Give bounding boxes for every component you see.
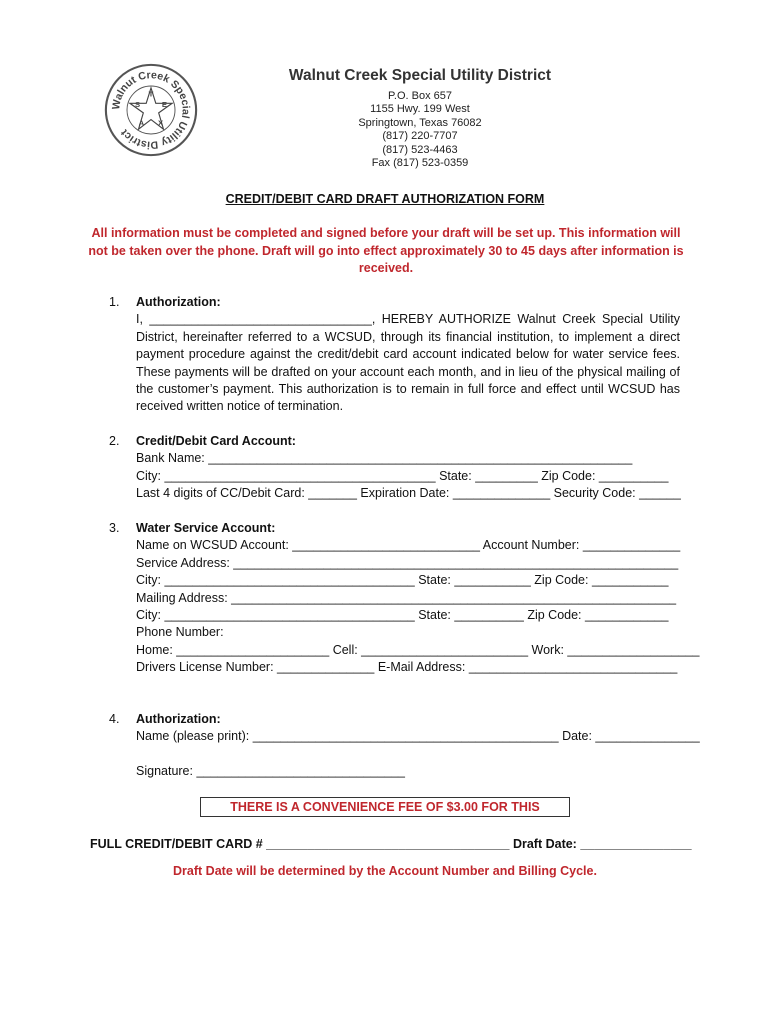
section-title: Authorization: [136,712,221,726]
organization-name: Walnut Creek Special Utility District [288,67,552,84]
section-card-account [109,433,681,503]
svg-text:A: A [138,118,145,128]
address-city: Springtown, Texas 76082 [358,116,482,129]
section-title: Credit/Debit Card Account: [136,434,296,448]
card-details-field[interactable]: Last 4 digits of CC/Debit Card: _______ Expiration Date: ______________ Security Code: ______ [136,486,681,501]
section-number: 1. [109,295,120,309]
phone-2: (817) 523-4463 [382,143,458,156]
print-name-date-field[interactable]: Name (please print): ____________________________________________ Date: _______________ [136,729,700,744]
fax: Fax (817) 523-0359 [371,156,469,169]
draft-date-note: Draft Date will be determined by the Account Number and Billing Cycle. [173,864,597,878]
section-authorization-1 [109,294,680,416]
address-po-box: P.O. Box 657 [387,90,452,102]
service-city-state-zip-field[interactable]: City: ____________________________________ State: ___________ Zip Code: ___________ [136,573,669,588]
section-authorization-4 [109,711,700,780]
convenience-fee-notice: THERE IS A CONVENIENCE FEE OF $3.00 FOR THIS [200,797,570,817]
mailing-city-state-zip-field[interactable]: City: ____________________________________ State: __________ Zip Code: ____________ [136,608,669,623]
required-info-notice: All information must be completed and signed before your draft will be set up. This information will not be taken over the phone. Draft will go into effect approximately 30 to 45 days after information is received. [88,226,684,275]
authorization-text[interactable]: I, ________________________________, HEREBY AUTHORIZE Walnut Creek Special Utility District, hereinafter referred to a WCSUD, through its financial institution, to implement a direct payment procedure against the credit/debit card account indicated below for water service fees. These payments will be drafted on your account each month, and in lieu of the physical mailing of the customer’s payment. This authorization is to remain in full force and effect until WCSUD has received written notice of termination. [136,312,680,414]
service-address-field[interactable]: Service Address: ________________________________________________________________ [136,555,679,570]
svg-text:E: E [161,100,168,110]
phone-number-label: Phone Number: [136,625,224,640]
svg-text:X: X [158,118,164,128]
bank-city-state-zip-field[interactable]: City: _______________________________________ State: _________ Zip Code: __________ [136,468,669,483]
section-water-service-account [109,520,700,677]
phone-1: (817) 220-7707 [382,130,458,143]
svg-text:T: T [148,89,154,99]
address-block [230,90,610,170]
svg-text:Walnut Creek Special Utility D: Walnut Creek Special Utility District [110,69,192,151]
section-title: Water Service Account: [136,521,276,535]
bank-name-field[interactable]: Bank Name: _____________________________________________________________ [136,451,633,466]
district-seal-logo [103,62,199,158]
address-street: 1155 Hwy. 199 West [370,103,470,116]
section-number: 3. [109,521,120,535]
signature-field[interactable]: Signature: ______________________________ [136,763,406,778]
section-number: 2. [109,434,120,448]
form-title: CREDIT/DEBIT CARD DRAFT AUTHORIZATION FORM [225,192,545,206]
full-card-number-field[interactable]: FULL CREDIT/DEBIT CARD # ___________________________________ Draft Date: ________________ [90,837,692,851]
phone-fields[interactable]: Home: ______________________ Cell: ________________________ Work: ___________________ [136,642,700,657]
svg-text:S: S [134,100,141,110]
mailing-address-field[interactable]: Mailing Address: ________________________________________________________________ [136,590,677,605]
license-email-field[interactable]: Drivers License Number: ______________ E-Mail Address: ______________________________ [136,660,678,675]
section-title: Authorization: [136,295,221,309]
section-number: 4. [109,712,120,726]
account-name-number-field[interactable]: Name on WCSUD Account: ___________________________ Account Number: ______________ [136,538,681,553]
